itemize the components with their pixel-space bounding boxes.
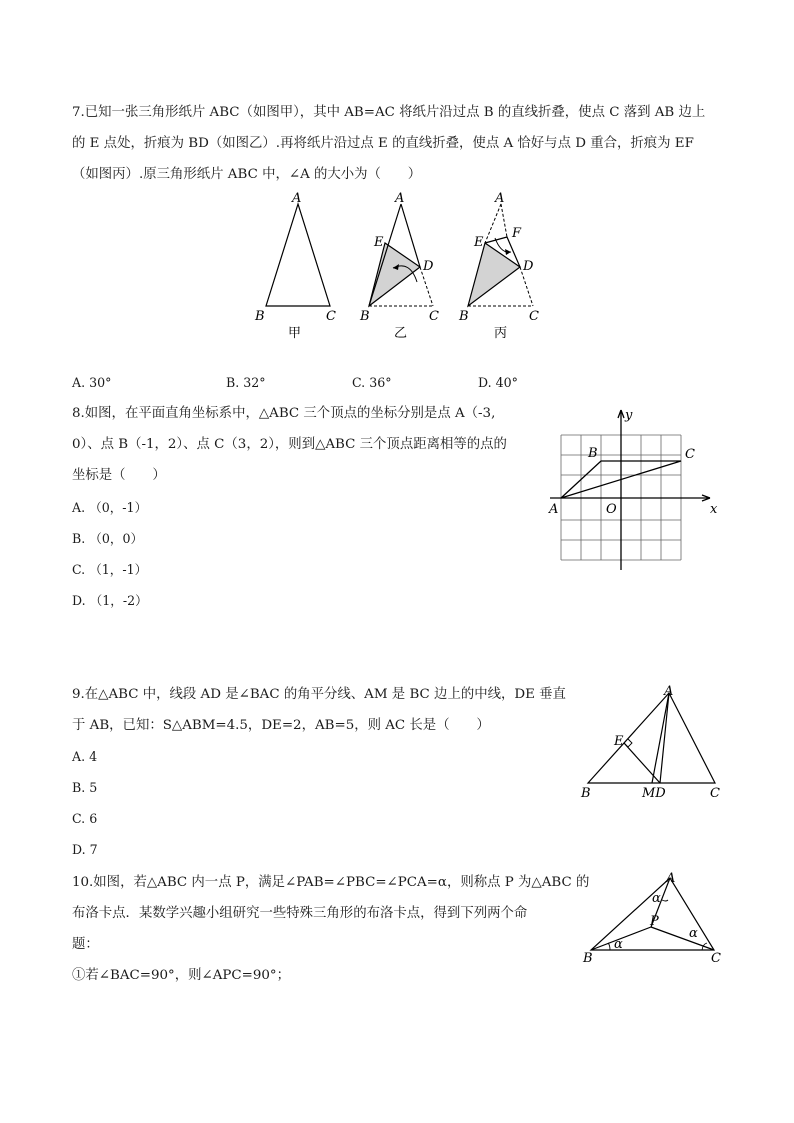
q8-option-b[interactable]: B. （0，0） <box>72 531 144 546</box>
label-a: A <box>395 191 405 206</box>
label-e: E <box>614 734 624 749</box>
folded-region <box>468 243 520 306</box>
q8-line-3: 坐标是（ ） <box>72 468 166 483</box>
q10-line-4: ①若∠BAC=90°，则∠APC=90°； <box>72 968 290 983</box>
q8-line-2: 0）、点 B（-1，2）、点 C（3，2），则到△ABC 三个顶点距离相等的点的 <box>72 437 507 452</box>
q9-option-b[interactable]: B. 5 <box>72 780 98 795</box>
label-e: E <box>374 235 384 250</box>
q8-option-d[interactable]: D. （1，-2） <box>72 593 148 608</box>
q7-option-a[interactable]: A. 30° <box>72 375 112 390</box>
label-b: B <box>459 309 469 324</box>
label-a: A <box>495 191 505 206</box>
caption-bing: 丙 <box>494 326 508 341</box>
label-b: B <box>255 309 265 324</box>
label-c: C <box>429 309 439 324</box>
label-b: B <box>581 786 591 801</box>
q7-figure-jia <box>255 190 335 340</box>
label-alpha: α <box>689 926 698 941</box>
q9-option-a[interactable]: A. 4 <box>72 749 98 764</box>
folded-region <box>369 243 420 306</box>
label-e: E <box>474 235 484 250</box>
label-b: B <box>583 951 593 966</box>
label-x: x <box>710 502 718 517</box>
bisector-ad <box>660 693 669 783</box>
label-o: O <box>606 502 617 517</box>
q7-line-2: 的 E 点处，折痕为 BD（如图乙）.再将纸片沿过点 E 的直线折叠，使点 A 恰好与点 D 重合，折痕为 EF <box>72 136 694 151</box>
q10-line-2: 布洛卡点．某数学兴趣小组研究一些特殊三角形的布洛卡点，得到下列两个命 <box>72 906 528 921</box>
label-c: C <box>711 951 721 966</box>
label-p: P <box>650 914 659 929</box>
q7-line-1: 7.已知一张三角形纸片 ABC（如图甲），其中 AB=AC 将纸片沿过点 B 的直线折叠，使点 C 落到 AB 边上 <box>72 105 706 120</box>
label-alpha: α <box>614 937 623 952</box>
label-c: C <box>685 447 695 462</box>
median-am <box>652 693 669 783</box>
label-c: C <box>326 309 336 324</box>
label-a: A <box>292 191 302 206</box>
label-md: MD <box>642 786 666 801</box>
q9-line-2: 于 AB，已知：S△ABM=4.5，DE=2，AB=5，则 AC 长是（ ） <box>72 718 490 733</box>
q7-option-d[interactable]: D. 40° <box>478 375 518 390</box>
label-y: y <box>625 408 633 423</box>
q9-line-1: 9.在△ABC 中，线段 AD 是∠BAC 的角平分线、AM 是 BC 边上的中线，DE 垂直 <box>72 687 566 702</box>
label-a: A <box>664 684 674 699</box>
q8-option-c[interactable]: C. （1，-1） <box>72 562 148 577</box>
label-a: A <box>666 871 676 886</box>
q8-line-1: 8.如图，在平面直角坐标系中，△ABC 三个顶点的坐标分别是点 A（-3, <box>72 406 496 421</box>
q7-line-3: （如图丙）.原三角形纸片 ABC 中，∠A 的大小为（ ） <box>72 167 422 182</box>
label-a: A <box>549 502 559 517</box>
label-c: C <box>529 309 539 324</box>
q10-line-1: 10.如图，若△ABC 内一点 P，满足∠PAB=∠PBC=∠PCA=α，则称点 P 为△ABC 的 <box>72 875 590 890</box>
label-f: F <box>512 226 522 241</box>
label-c: C <box>710 786 720 801</box>
triangle-abc <box>266 204 330 306</box>
q8-option-a[interactable]: A. （0，-1） <box>72 500 148 515</box>
triangle-abc <box>588 693 715 783</box>
q10-brocard-figure <box>578 870 728 970</box>
q7-figure-bing <box>455 190 545 340</box>
label-b: B <box>588 446 598 461</box>
q9-option-d[interactable]: D. 7 <box>72 842 98 857</box>
q7-option-b[interactable]: B. 32° <box>226 375 266 390</box>
q8-coordinate-grid <box>545 405 725 580</box>
label-b: B <box>360 309 370 324</box>
perpendicular-de <box>624 743 660 783</box>
caption-jia: 甲 <box>288 326 302 341</box>
label-alpha: α <box>652 891 661 906</box>
label-d: D <box>423 259 434 274</box>
label-d: D <box>523 259 534 274</box>
q7-option-c[interactable]: C. 36° <box>352 375 392 390</box>
caption-yi: 乙 <box>394 326 408 341</box>
q9-option-c[interactable]: C. 6 <box>72 811 98 826</box>
q9-triangle-figure <box>578 683 728 803</box>
q10-line-3: 题： <box>72 937 99 952</box>
segment-pc <box>651 927 714 950</box>
q7-figure-yi <box>355 190 445 340</box>
